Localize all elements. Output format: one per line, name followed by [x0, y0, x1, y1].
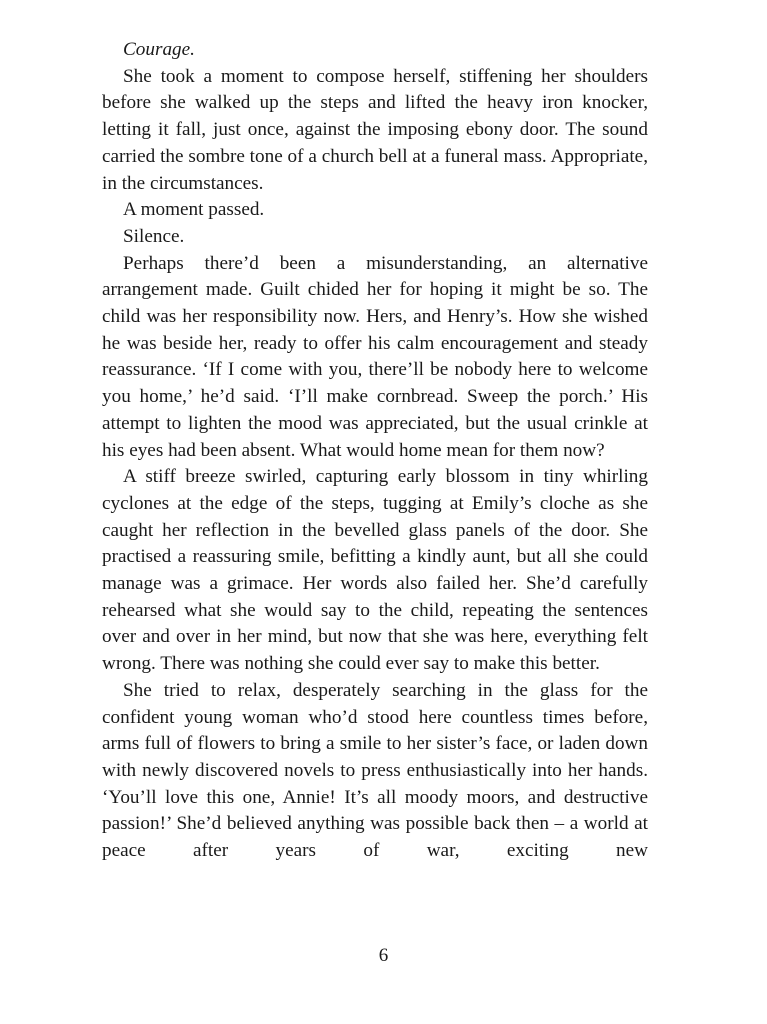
paragraph: A stiff breeze swirled, capturing early blossom in tiny whirling cyclones at the edge of the steps, tugging at Emily’s cloche as she caught her reflection in the bevelled glass panels of the door. She practised a reassuring smile, befitting a kindly aunt, but all she could manage was a grimace. Her words also failed her. She’d carefully rehearsed what she would say to the child, repeating the sentences over and over in her mind, but now that she was here, everything felt wrong. There was nothing she could ever say to make this better.	[102, 466, 648, 675]
paragraph: She took a moment to compose herself, stiffening her shoulders before she walked up the steps and lifted the heavy iron knocker, letting it fall, just once, against the imposing ebony door. The sound carried the sombre tone of a church bell at a funeral mass. Appropriate, in the circumstances.	[102, 65, 648, 194]
paragraph-courage: Courage.	[123, 39, 195, 60]
paragraph: Perhaps there’d been a misunderstanding, an alternative arrangement made. Guilt chided her for hoping it might be so. The child was her responsibility now. Hers, and Henry’s. How she wished he was beside her, ready to offer his calm encouragement and steady reassurance. ‘If I come with you, there’ll be nobody here to welcome you home,’ he’d said. ‘I’ll make cornbread. Sweep the porch.’ His attempt to lighten the mood was appreciated, but the usual crinkle at his eyes had been absent. What would home mean for them now?	[102, 252, 648, 461]
paragraph: Silence.	[123, 225, 185, 247]
page-body	[102, 37, 648, 865]
paragraph: A moment passed.	[123, 199, 265, 221]
paragraph: She tried to relax, desperately searching in the glass for the confident young woman who’d stood here countless times before, arms full of flowers to bring a smile to her sister’s face, or laden down with newly discovered novels to press enthusiastically into her hands. ‘You’ll love this one, Annie! It’s all moody moors, and destructive passion!’ She’d believed anything was possible back then – a world at peace after years of war, exciting new	[102, 679, 648, 862]
page-number: 6	[378, 945, 389, 966]
